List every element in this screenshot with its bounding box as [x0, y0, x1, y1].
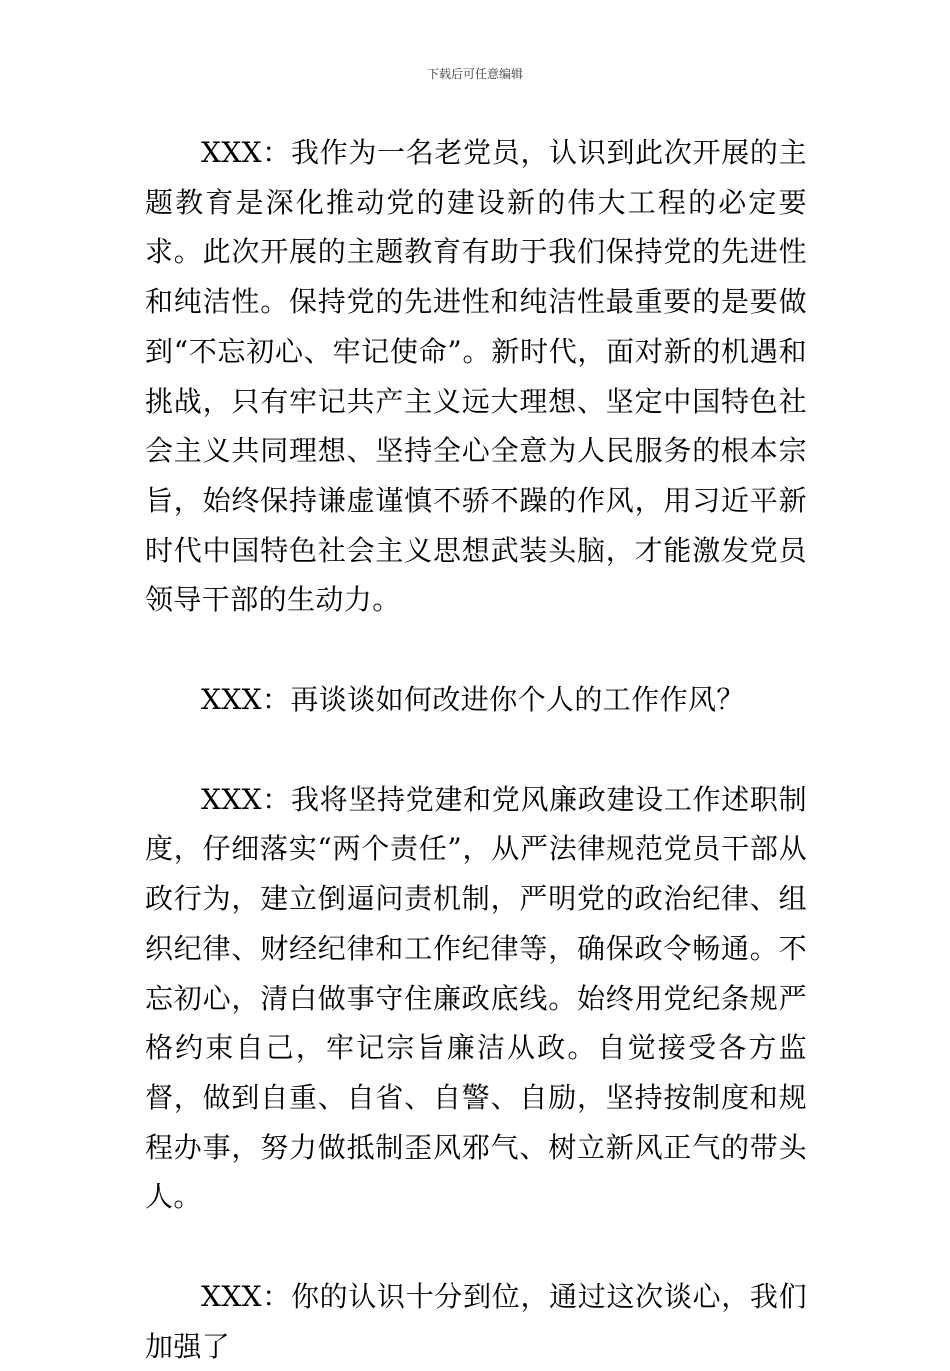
paragraph-question: XXX：再谈谈如何改进你个人的工作作风？ — [201, 683, 745, 717]
paragraph-answer-1: XXX：我作为一名老党员，认识到此次开展的主题教育是深化推动党的建设新的伟大工程的必定要求。此次开展的主题教育有助于我们保持党的先进性和纯洁性。保持党的先进性和纯洁性最重要的是要做到“不忘初心、牢记使命”。新时代，面对新的机遇和挑战，只有牢记共产主义远大理想、坚定中国特色社会主义共同理想、坚持全心全意为人民服务的根本宗旨，始终保持谦虚谨慎不骄不躁的作风，用习近平新时代中国特色社会主义思想武装头脑，才能激发党员领导干部的生动力。 — [145, 136, 807, 617]
page-header: 下载后可任意编辑 — [426, 67, 523, 81]
paragraph-answer-2: XXX：我将坚持党建和党风廉政建设工作述职制度，仔细落实“两个责任”，从严法律规范党员干部从政行为，建立倒逼问责机制，严明党的政治纪律、组织纪律、财经纪律和工作纪律等，确保政令畅通。不忘初心，清白做事守住廉政底线。始终用党纪条规严格约束自己，牢记宗旨廉洁从政。自觉接受各方监督，做到自重、自省、自警、自励，坚持按制度和规程办事，努力做抵制歪风邪气、树立新风正气的带头人。 — [145, 782, 807, 1214]
document-body — [145, 128, 807, 1371]
paragraph-closing: XXX：你的认识十分到位，通过这次谈心，我们加强了 — [145, 1280, 807, 1363]
